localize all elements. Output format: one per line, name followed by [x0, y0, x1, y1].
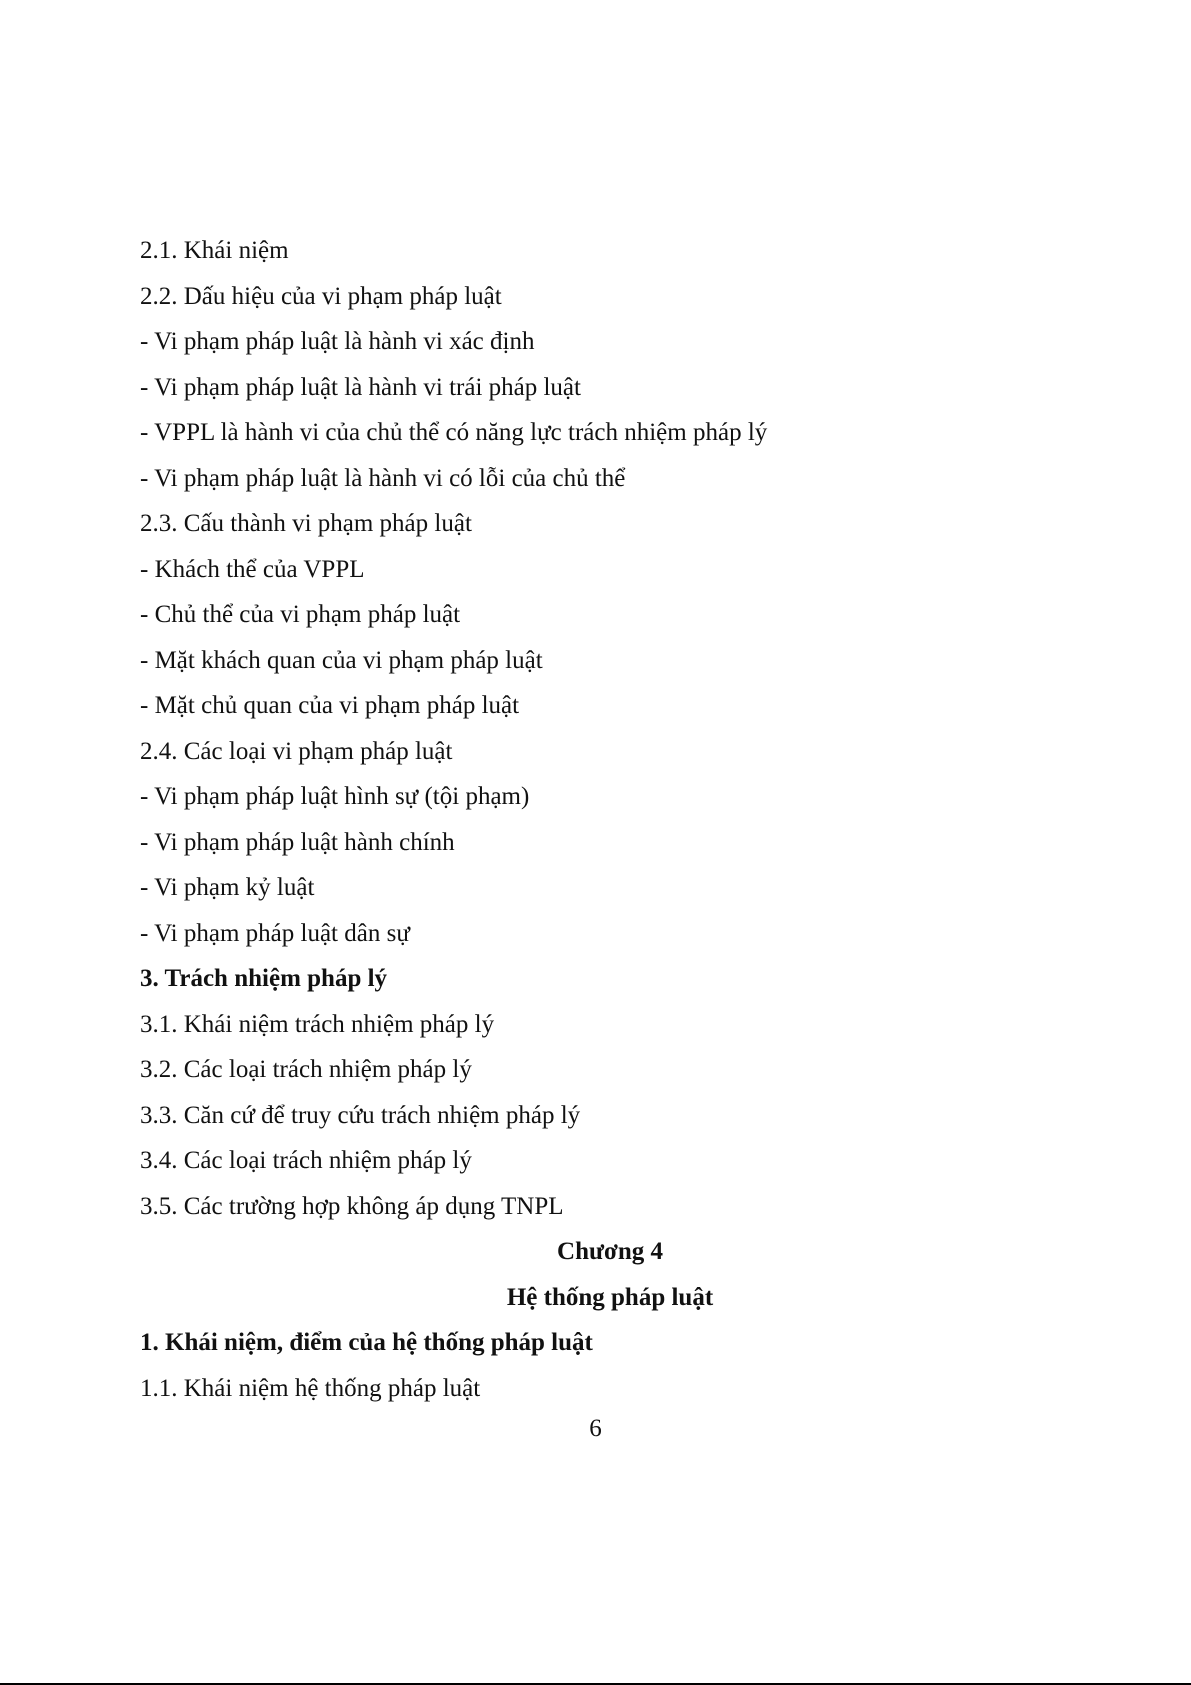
text-line: - Vi phạm pháp luật dân sự — [140, 919, 410, 947]
text-line: 1.1. Khái niệm hệ thống pháp luật — [140, 1374, 481, 1402]
text-line: 3.1. Khái niệm trách nhiệm pháp lý — [140, 1010, 495, 1038]
text-line: - Vi phạm pháp luật là hành vi trái pháp luật — [140, 373, 581, 401]
text-line: 2.3. Cấu thành vi phạm pháp luật — [140, 510, 472, 537]
text-line: - Vi phạm pháp luật là hành vi có lỗi của chủ thể — [140, 464, 626, 492]
text-line: 2.4. Các loại vi phạm pháp luật — [140, 737, 453, 765]
chapter-heading: Chương 4 — [557, 1238, 663, 1265]
text-line: - Mặt khách quan của vi phạm pháp luật — [140, 646, 543, 674]
text-line: 3.2. Các loại trách nhiệm pháp lý — [140, 1056, 472, 1083]
text-line: - Vi phạm pháp luật hành chính — [140, 828, 455, 856]
text-line: - VPPL là hành vi của chủ thể có năng lực trách nhiệm pháp lý — [140, 419, 768, 446]
document-body — [140, 228, 1060, 1411]
text-line: 3.5. Các trường hợp không áp dụng TNPL — [140, 1192, 564, 1220]
text-line: 2.2. Dấu hiệu của vi phạm pháp luật — [140, 282, 502, 310]
chapter-heading: Hệ thống pháp luật — [506, 1283, 714, 1311]
text-line: - Chủ thể của vi phạm pháp luật — [140, 601, 461, 628]
section-heading: 3. Trách nhiệm pháp lý — [140, 965, 388, 992]
text-line: - Vi phạm kỷ luật — [140, 874, 315, 901]
text-line: 2.1. Khái niệm — [140, 237, 289, 264]
section-heading: 1. Khái niệm, điểm của hệ thống pháp luật — [140, 1329, 593, 1356]
text-line: - Vi phạm pháp luật hình sự (tội phạm) — [140, 783, 530, 810]
text-line: - Mặt chủ quan của vi phạm pháp luật — [140, 692, 520, 719]
text-line: - Vi phạm pháp luật là hành vi xác định — [140, 328, 535, 355]
text-line: 3.3. Căn cứ để truy cứu trách nhiệm pháp lý — [140, 1101, 581, 1129]
page-number: 6 — [589, 1415, 602, 1442]
text-line: 3.4. Các loại trách nhiệm pháp lý — [140, 1147, 472, 1174]
text-line: - Khách thể của VPPL — [140, 555, 365, 583]
